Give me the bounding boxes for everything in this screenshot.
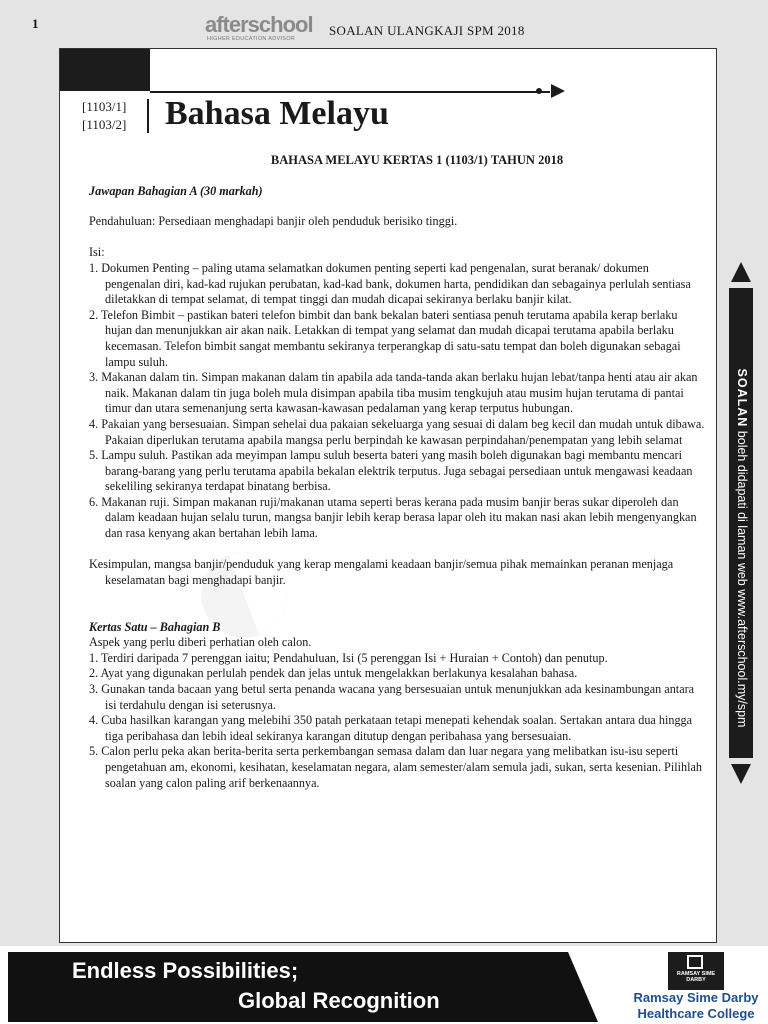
logo-tagline: HIGHER EDUCATION ADVISOR <box>207 36 296 42</box>
conclusion: Kesimpulan, mangsa banjir/penduduk yang kerap mengalami keadaan banjir/semua pihak memainkan peranan menjaga keselamatan bagi menghadapi banjir. <box>89 557 674 587</box>
list-item: 3. Makanan dalam tin. Simpan makanan dalam tin apabila ada tanda-tanda akan berlaku hujan lebat/tanpa henti atau air akan naik. Makanan dalam tin juga boleh mula disimpan apabila tiba musim tengkujuh atau musim hujan terutama di pantai timur dan utara semenanjung serta kawasan-kawasan pedalaman yang kerap terputus hubungan. <box>89 370 698 416</box>
list-item: 6. Makanan ruji. Simpan makanan ruji/makanan utama seperti beras kerana pada musim banjir beras sukar diperoleh dan dalam keadaan hujan selalu turun, mangsa banjir lebih kerap berasa lapar oleh itu makan nasi akan lebih mengenyangkan dan rasa kenyang akan bertahan lebih lama. <box>89 494 697 541</box>
college-name-line-1: Ramsay Sime Darby <box>633 990 759 1005</box>
side-banner-bar <box>729 288 753 758</box>
college-name-line-2: Healthcare College <box>637 1006 755 1021</box>
footer-banner <box>0 946 768 1024</box>
page-number: 1 <box>32 16 39 31</box>
title-rule <box>150 91 550 93</box>
subject-code-1: [1103/1] <box>82 99 127 114</box>
header-title: SOALAN ULANGKAJI SPM 2018 <box>329 23 525 38</box>
ramsay-logo-text: RAMSAY SIME DARBY <box>676 971 716 983</box>
rule-bullet <box>536 88 542 94</box>
page-header <box>0 0 768 46</box>
arrow-right-icon <box>551 84 565 98</box>
subject-code-2: [1103/2] <box>82 117 127 132</box>
college-name <box>630 990 762 1022</box>
list-item: 4. Cuba hasilkan karangan yang melebihi 350 patah perkataan tetapi menepati kehendak soalan. Sertakan antara dua hingga tiga peribahasa dan lebih ideal sekiranya karangan ditutup dengan peribahasa yang bersesuaian. <box>89 713 693 743</box>
isi-label: Isi: <box>89 245 105 260</box>
side-banner-bold: SOALAN <box>735 368 749 428</box>
section-a-intro: Pendahuluan: Persediaan menghadapi banjir oleh penduduk berisiko tinggi. <box>89 214 458 229</box>
list-item: 5. Lampu suluh. Pastikan ada meyimpan lampu suluh beserta bateri yang masih boleh digunakan bagi membantu mencari barang-barang yang perlu terutama apabila bekalan elektrik terputus. Juga sebagai persediaan untuk mengawasi keadaan sekeliling sekiranya terdapat binatang berbisa. <box>89 448 693 494</box>
list-item: 2. Telefon Bimbit – pastikan bateri telefon bimbit dan bank bekalan bateri sentiasa penuh terutama apabila kerap berlaku hujan dan menunjukkan air akan naik. Letakkan di tempat yang selamat dan mudah dicapai terutama apabila berlaku kecemasan. Telefon bimbit sangat membantu sekiranya terperangkap di satu-satu tempat dan boleh digunakan sebagai lampu suluh. <box>89 307 681 369</box>
logo-square-icon <box>687 955 703 969</box>
list-item: 3. Gunakan tanda bacaan yang betul serta penanda wacana yang bersesuaian untuk menunjukkan ada kesinambungan antara isi terdahulu dengan isi seterusnya. <box>89 682 695 712</box>
section-a-heading: Jawapan Bahagian A (30 markah) <box>89 183 263 198</box>
section-b-intro: Aspek yang perlu diberi perhatian oleh calon. <box>89 635 312 650</box>
subject-title: Bahasa Melayu <box>165 95 389 132</box>
arrow-down-icon <box>731 764 751 784</box>
section-b-heading: Kertas Satu – Bahagian B <box>89 619 221 634</box>
paper-title: BAHASA MELAYU KERTAS 1 (1103/1) TAHUN 2018 <box>270 153 564 167</box>
document-body <box>89 153 705 791</box>
document-panel <box>59 48 717 943</box>
ramsay-logo <box>668 952 724 990</box>
side-banner <box>728 262 754 784</box>
side-banner-text <box>735 369 749 728</box>
side-banner-rest: boleh didapati di laman web www.afterschool.my/spm <box>735 427 749 728</box>
list-item: 5. Calon perlu peka akan berita-berita serta perkembangan semasa dalam dan luar negara yang melibatkan isu-isu seperti pengetahuan am, ekonomi, kesihatan, keselamatan negara, alam semester/alam semula jadi, sukan, serta kesenian. Pilihlah soalan yang calon paling arif berkenaannya. <box>89 744 702 790</box>
title-divider <box>147 99 149 133</box>
list-item: 1. Dokumen Penting – paling utama selamatkan dokumen penting seperti kad pengenalan, surat beranak/ dokumen pengenalan diri, kad-kad rujukan perubatan, kad-kad bank, dokumen harta, pendidikan dan sebagainya perlulah sentiasa diletakkan di tempat selamat, di tempat tinggi dan mudah dicapai sekiranya berlaku banjir kilat. <box>89 260 691 307</box>
list-item: 2. Ayat yang digunakan perlulah pendek dan jelas untuk mengelakkan berlakunya kesalahan bahasa. <box>89 666 578 681</box>
afterschool-logo <box>205 12 317 44</box>
list-item: 1. Terdiri daripada 7 perenggan iaitu; Pendahuluan, Isi (5 perenggan Isi + Huraian + Contoh) dan penutup. <box>89 650 608 665</box>
banner-line-1: Endless Possibilities; <box>72 958 299 983</box>
banner-line-2: Global Recognition <box>238 988 440 1013</box>
list-item: 4. Pakaian yang bersesuaian. Simpan sehelai dua pakaian sekeluarga yang sesuai di dalam beg kecil dan mudah untuk dibawa. Pakaian diperlukan terutama apabila mangsa perlu berpindah ke kawasan perpindahan/penempatan yang lebih selamat <box>89 416 705 447</box>
arrow-up-icon <box>731 262 751 282</box>
corner-block <box>60 49 150 91</box>
logo-word: afterschool <box>205 12 313 37</box>
